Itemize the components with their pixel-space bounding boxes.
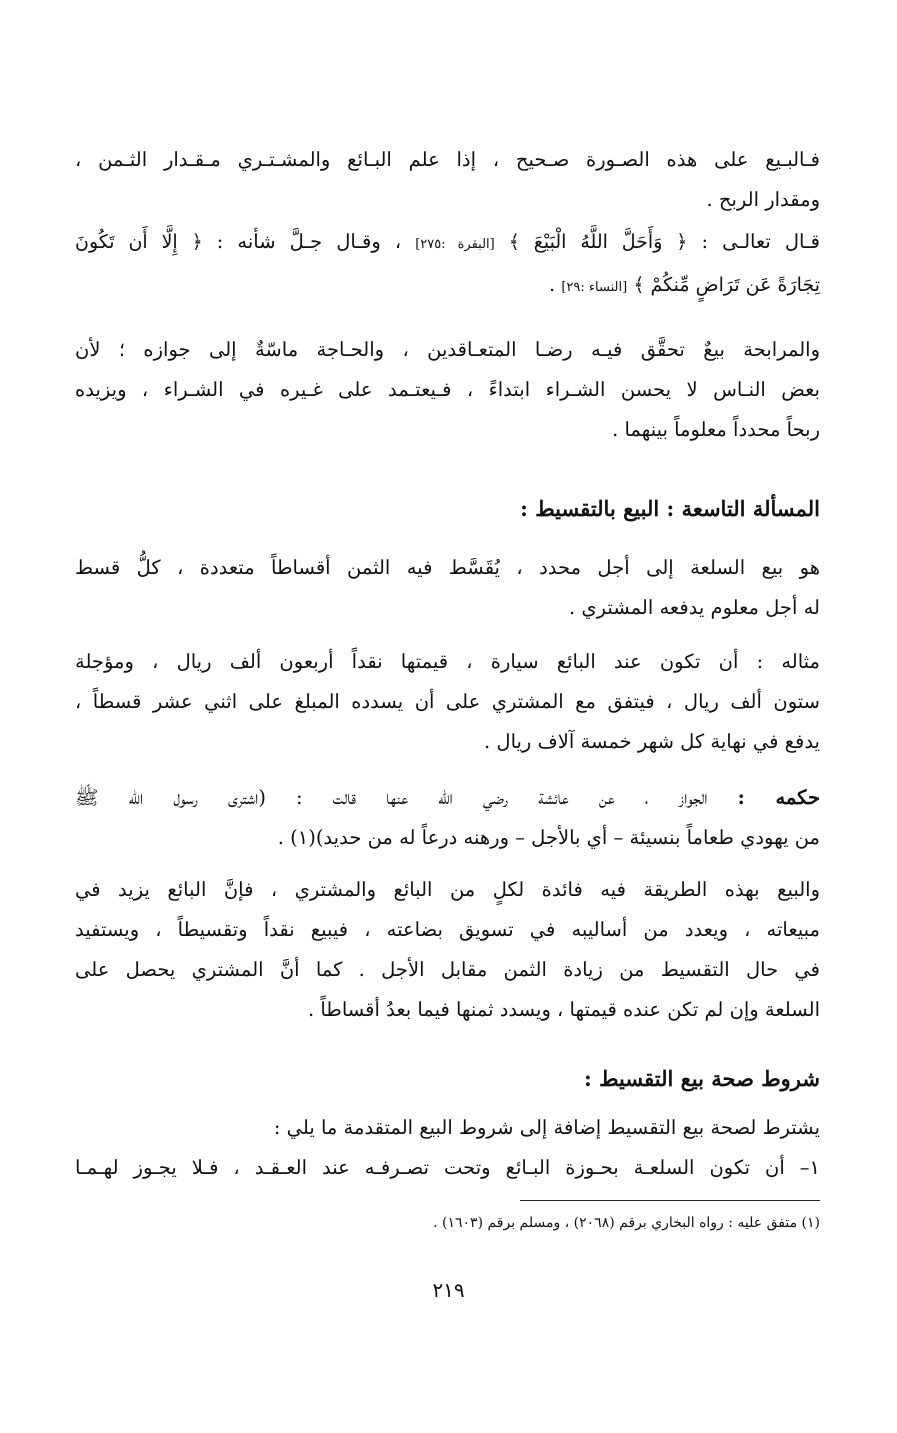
text-line: فـالبـيع على هذه الصـورة صـحيح ، إذا علم البـائع والمشـتـري مـقـدار الثـمن ، [75,148,820,171]
footnote-divider [520,1200,820,1201]
text-line: في حال التقسيط من زيادة الثمن مقابل الأجل . كما أنَّ المشتري يحصل على [75,958,820,981]
text-line: ربحاً محدداً معلوماً بينهما . [612,418,820,441]
text-segment: . [548,273,556,296]
heading-text: شروط صحة بيع التقسيط : [584,1066,820,1091]
paragraph-conditions [75,1108,820,1188]
paragraph-sale-validity [75,140,820,220]
text-line [75,265,820,308]
quran-verse: ﴿ إِلَّا أَن تَكُونَ [75,231,203,253]
text-line: من يهودي طعاماً بنسيئة – أي بالأجل – ورهنه درعاً له من حديد)(١) . [277,826,820,849]
verse-reference: [النساء :٢٩] [561,280,628,295]
text-line: يشترط لصحة بيع التقسيط إضافة إلى شروط البيع المتقدمة ما يلي : [273,1116,820,1139]
section-heading [75,488,820,530]
text-line: يدفع في نهاية كل شهر خمسة آلاف ريال . [484,730,820,753]
text-line [75,778,820,818]
ruling-label: حكمه : [737,786,820,809]
text-line: مبيعاته ، ويعدد من أساليبه في تسويق بضاعته ، فيبيع نقداً وتقسيطاً ، ويستفيد [75,918,820,941]
text-line: والمرابحة بيعٌ تحقَّق فيـه رضـا المتعـاقدين ، والحـاجة ماسّةٌ إلى جوازه ؛ لأن [75,338,820,361]
verse-reference: [البقرة :٢٧٥] [415,237,495,252]
text-line: ومقدار الربح . [706,188,820,211]
footnote: (١) متفق عليه : رواه البخاري برقم (٢٠٦٨) ، ومسلم برقم (١٦٠٣) . [433,1215,820,1231]
page-number: ٢١٩ [432,1278,465,1302]
paragraph-benefits [75,870,820,1030]
text-line [75,222,820,265]
text-line: السلعة وإن لم تكن عنده قيمتها ، ويسدد ثمنها فيما بعدُ أقساطاً . [307,998,820,1021]
paragraph-definition [75,548,820,628]
text-line: مثاله : أن تكون عند البائع سيارة ، قيمتها نقداً أربعون ألف ريال ، ومؤجلة [75,650,820,673]
paragraph-quran-evidence [75,222,820,308]
conditions-heading [75,1058,820,1100]
text-segment: الجواز ، عن عائشة رضي الله عنها قالت : (اشترى رسول الله ﷺ [75,786,708,809]
quran-verse: ﴿ وَأَحَلَّ اللَّهُ الْبَيْعَ ﴾ [508,231,688,253]
heading-text: المسألة التاسعة : البيع بالتقسيط : [520,496,820,521]
text-line: والبيع بهذه الطريقة فيه فائدة لكلٍ من البائع والمشتري ، فإنَّ البائع يزيد في [75,878,820,901]
text-line: بعض النـاس لا يحسن الشـراء ابتداءً ، فـيعتـمد على غـيره في الشـراء ، ويزيده [75,378,820,401]
paragraph-ruling [75,778,820,858]
text-line: ستون ألف ريال ، فيتفق مع المشتري على أن يسدده المبلغ على اثني عشر قسطاً ، [75,690,820,713]
quran-verse: تِجَارَةً عَن تَرَاضٍ مِّنكُمْ ﴾ [633,274,820,296]
text-line: هو بيع السلعة إلى أجل محدد ، يُقَسَّط فيه الثمن أقساطاً متعددة ، كلُّ قسط [75,556,820,579]
paragraph-murabaha [75,330,820,450]
text-line: ١– أن تكون السلعـة بحـوزة البـائع وتحت تصـرفـه عند العـقـد ، فـلا يجـوز لهـمـا [75,1156,820,1179]
text-line: له أجل معلوم يدفعه المشتري . [568,596,820,619]
text-segment: قـال تعالـى : [701,230,820,253]
paragraph-example [75,642,820,762]
text-segment: ، وقـال جـلَّ شأنه : [216,230,402,253]
